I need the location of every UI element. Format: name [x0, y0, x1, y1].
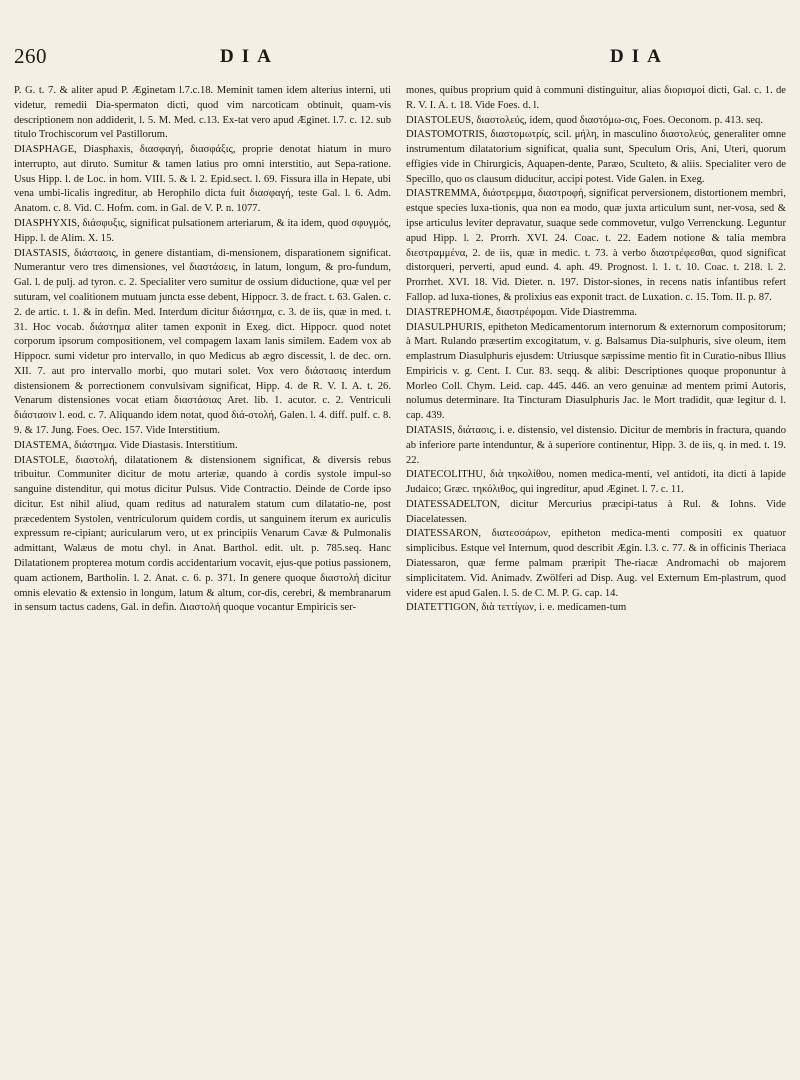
entry-diastremma: DIASTREMMA, διάστρεμμα, διαστροφή, significat perversionem, distortionem membri, estque species luxa-tionis, qua non ea modo, quæ juxta articulum sunt, ner-vosa, sed & ipse articulus leviter depravatur, suaque sede commovetur, vulgo Verrenckung. Leguntur apud Hipp. l. 2. Prorrh. XVI. 24. Coac. t. 22. Eadem notione & talia membra διεστραμμένα, 2. de iis, quæ in medic. t. 73. à verbo διαστρέφεσθαι, quod significat distorqueri, perverti, apud eund. 4. aph. 49. Prognost. l. 1. t. 10. Coac. t. 218. l. 2. Prorrhet. XVI. 18. Vid. Dieter. n. 197. Distor-siones, in recens natis infantibus refert Fallop. ad luxa-tiones, & prolixius eas exponit tract. de Luxation. c. 15. Tom. II. p. 87. [406, 188, 786, 303]
page-number: 260 [14, 44, 47, 68]
entry-diastoleus: DIASTOLEUS, διαστολεύς, idem, quod διαστόμω-σις, Foes. Oeconom. p. 413. seq. [406, 114, 763, 126]
entry-paragraph: P. G. t. 7. & aliter apud P. Æginetam l.7.c.18. Meminit tamen idem alterius interni, uti videtur, remedii Dia-spermaton dicti, quod vim narcoticam obtinuit, quam-vis descriptionem non addiderit, l. 5. M. Med. c.13. Ex-tat vero apud Æginet. l.7. c. 12. sub titulo Trochiscorum vel Pastillorum. [14, 85, 391, 141]
entry-diastasis: DIASTASIS, διάστασις, in genere distantiam, di-mensionem, disparationem significat. Numerantur vero tres dimensiones, vel διαστάσεις, in latum, longum, & pro-fundum, Gal. l. de pulj. ad tyron. c. 2. Specialiter vero sumitur de ossium diductione, quæ vel per suturam, vel coalitionem mutuam juncta esse debent, Hippocr. 3. de fract. t. 63. Galen. c. 2. de artic. t. 1. & in defin. Med. Interdum dicitur διάστημα, c. 3. de iis, quæ in med. t. 31. Hoc vocab. διάστημα aliter tamen exponit in Exeg. dict. Hippocr. quod notet corporum ipsorum compositionem, vel compagem laxam lanis similem. Eadem vox ab Hippocr. sumi videtur pro intervallo, in quo Medicus ab ægro discessit, l. de dec. orn. XII. 7. aut pro intervallo morbi, quo mutari solet. Vox vero διάστασις interdum distensionem & porrectionem convulsivam significat, Hipp. 4. de R. V. I. A. t. 26. Venarum distensiones vocat etiam διαστάσιας Aret. lib. 1. acutor. c. 2. Ventriculi διάστασιν l. eod. c. 7. Aliquando idem notat, quod διά-στολή, Galen. l. 4. diff. pulf. c. 8. 9. & 17. Jung. Foes. Oec. 157. Vide Interstitium. [14, 247, 391, 436]
entry-diatessaron: DIATESSARON, διατεσσάρων, epitheton medica-menti compositi ex quatuor simplicibus. Estque vel Internum, quod describit Ægin. l.3. c. 77. & in officinis Theriaca Diatessaron, quæ ferme palmam præripit The-riacæ Andromachi ob majorem simplicitatem. Vid. Animadv. Zwölferi ad Disp. Aug. vel Externum Em-plastrum, quod videre est apud Galen. l. 5. de C. M. P. G. cap. 14. [406, 528, 786, 599]
entry-diastole: DIASTOLE, διαστολή, dilatationem & distensionem significat, & diversis rebus tribuitur. Communiter dicitur de motu arteriæ, quando à cordis systole impul-so sanguine distenditur, qui motus dicitur Pulsus. Vide Contractio. Deinde de Corde ipso dicitur. Est nihil aliud, quam reditus ad naturalem statum cum dilatatio-ne, post præcedentem Systolen, ventriculorum quidem cordis, ut sanguinem iterum ex auriculis expressum re-cipiant; auricularum vero, ut ex principiis Venarum Cavæ & Pulmonalis admittant, Walæus de motu chyl. in Anat. Barthol. edit. ult. p. 785.seq. Hanc Dilatationem propterea motum cordis accidentarium vocavit, ejus-que potius passionem, quam actionem, Bartholin. l. 2. Anat. c. 6. p. 371. In genere quoque διαστολή dicitur omnis elevatio & extensio in longum, latum & altum, cor-dis, cerebri, & membranarum in sensum tactus cadens, Gal. in defin. Διαστολή quoque vocantur Empiricis ser- [14, 454, 391, 614]
entry-diastrephomae: DIASTREPHOMÆ, διαστρέφομαι. Vide Diastremma. [406, 306, 637, 318]
running-head-left: DIA [220, 46, 279, 67]
entry-paragraph: mones, quibus proprium quid à communi distinguitur, alias διορισμοί dicti, Gal. c. 1. de R. V. I. A. t. 18. Vide Foes. d. l. [406, 85, 786, 111]
entry-diastema: DIASTEMA, διάστημα. Vide Diastasis. Interstitium. [14, 439, 238, 451]
entry-diatettigon: DIATETTIGON, διὰ τεττίγων, i. e. medicamen-tum [406, 602, 627, 614]
entry-diatessadelton: DIATESSADELTON, dicitur Mercurius præcipi-tatus à Rul. & Iohns. Vide Diacelatessen. [406, 498, 786, 525]
running-head-right: DIA [610, 46, 669, 67]
entry-diastomotris: DIASTOMOTRIS, διαστομωτρίς, scil. μήλη, in masculino διαστολεύς, generaliter omne instrumentum dilatatorium significat, qualia sunt, Speculum Oris, Ani, Uteri, quorum effigies vide in Chirurgicis, Aquapen-dente, Paræo, Sculteto, & aliis. Specialiter vero de Specillo, quo os clausum diducitur, accipi potest. Vide Galen. in Exeg. [406, 129, 786, 185]
entry-diatecolithu: DIATECOLITHU, διὰ τηκολίθου, nomen medica-menti, vel antidoti, ita dicti à lapide Judaico; Græc. τηκόλιθος, qui ingreditur, apud Æginet. l. 7. c. 11. [406, 469, 786, 496]
right-column [406, 84, 786, 616]
entry-diasphage: DIASPHAGE, Diasphaxis, διασφαγή, διασφάξις, proprie denotat hiatum in muro interrupto, aut diruto. Sumitur & tamen latius pro omni interstitio, aut Sepa-ratione. Usus Hipp. l. de Loc. in hom. VIII. 5. & l. 2. Epid.sect. l. 69. Fissura illa in Hepate, ubi vena umbi-licalis ingreditur, ab Herophilo dicta fuit διασφαγή, teste Gal. l. 6. Adm. Anatom. c. 8. Vid. C. Hofm. com. in Gal. de V. P. n. 1077. [14, 144, 391, 215]
entry-diasulphuris: DIASULPHURIS, epitheton Medicamentorum internorum & externorum compositorum; à Mart. Rulando præsertim excogitatum, v. g. Balsamus Dia-sulphuris, sive oleum, item emplastrum Diasulphuris ejusdem: Utriusque sæpissime mentio fit in Curatio-nibus Illius Empiricis v. g. Cent. I. Cur. 83. seqq. & alibi: Descriptiones quoque proponuntur à Morleo Coll. Chym. Leid. cap. 445. 446. an vero genuinæ ad mentem primi Autoris, nolumus determinare. Ita Tincturam Diasulphuris Jac. le Mort tradidit, quæ legitur d. l. cap. 439. [406, 321, 786, 422]
page-header [14, 44, 786, 74]
entry-diatasis: DIATASIS, διάτασις, i. e. distensio, vel distensio. Dicitur de membris in fractura, quando ab inferiore parte intenduntur, & à superiore continentur, Hipp. 3. de iis, q. in med. t. 19. 22. [406, 424, 786, 466]
entry-diasphyxis: DIASPHYXIS, διάσφυξις, significat pulsationem arteriarum, & ita idem, quod σφυγμός, Hipp. l. de Alim. X. 15. [14, 218, 391, 244]
left-column [14, 84, 391, 616]
